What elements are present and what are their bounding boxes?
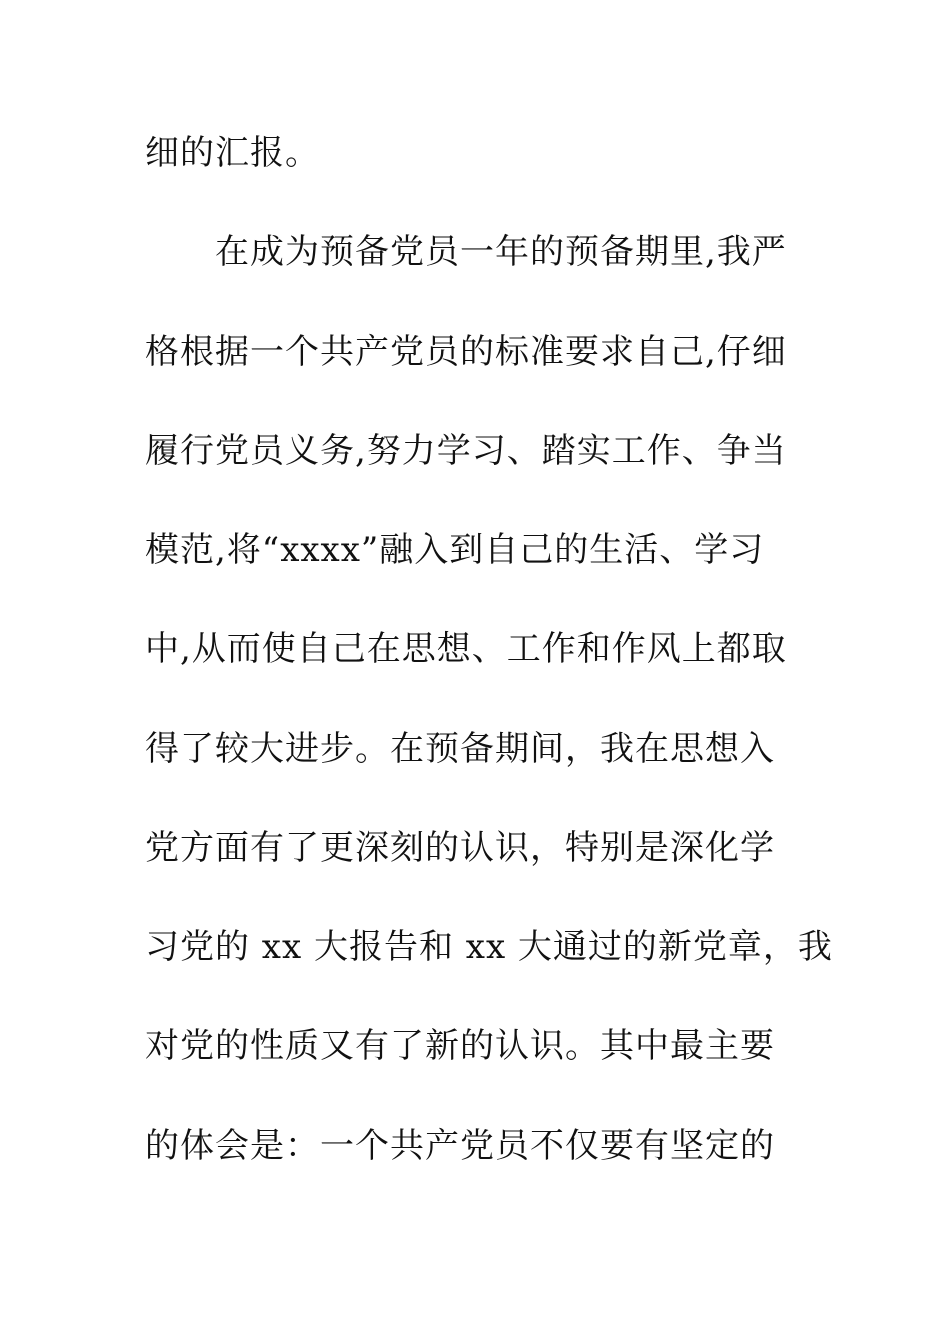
text-line: 中,从而使自己在思想、工作和作风上都取: [145, 629, 787, 669]
text-line: 对党的性质又有了新的认识。其中最主要: [145, 1026, 775, 1066]
text-line: 在成为预备党员一年的预备期里,我严: [215, 232, 787, 272]
text-line: 得了较大进步。在预备期间，我在思想入: [145, 729, 775, 769]
text-line: 细的汇报。: [145, 133, 320, 173]
text-line: 习党的 xx 大报告和 xx 大通过的新党章，我: [145, 927, 833, 967]
text-line: 履行党员义务,努力学习、踏实工作、争当: [145, 431, 787, 471]
text-line: 的体会是：一个共产党员不仅要有坚定的: [145, 1126, 775, 1166]
text-line: 模范,将“xxxx”融入到自己的生活、学习: [145, 530, 765, 570]
text-line: 党方面有了更深刻的认识，特别是深化学: [145, 828, 775, 868]
text-line: 格根据一个共产党员的标准要求自己,仔细: [145, 332, 787, 372]
